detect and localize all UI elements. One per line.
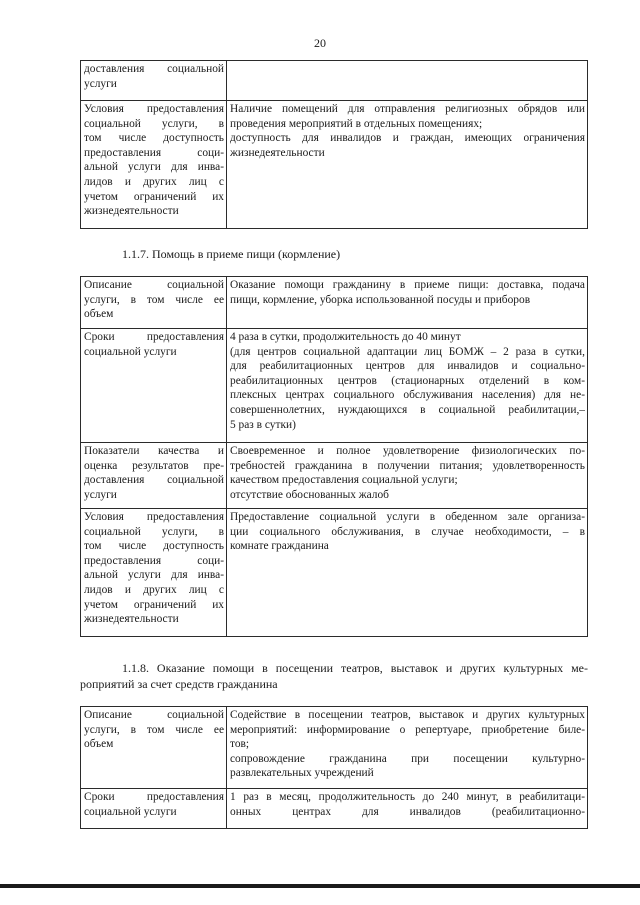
page-number: 20 <box>314 36 326 50</box>
row-label-cell: Условия предоставления социальной услуги, в том числе доступность предоставления соци- альной услуги для инва- лидов и других лиц с учетом ограничений их жизнедеятельности <box>81 101 227 229</box>
table-row <box>81 101 588 229</box>
row-text-cell: Своевременное и полное удовлетворение физиологических по- требностей гражданина в получении питания; удовлетворенность качеством предоставления социальной услуги; отсутствие обоснованных жалоб <box>227 443 588 509</box>
table-row <box>81 509 588 637</box>
services-table-1 <box>80 60 588 229</box>
table-row <box>81 329 588 443</box>
section-heading-1-1-8: 1.1.8. Оказание помощи в посещении театров, выставок и других культурных ме- роприятий за счет средств гражданина <box>80 661 588 691</box>
table-row <box>81 707 588 789</box>
row-label-cell: Описание социальной услуги, в том числе ее объем <box>81 707 227 789</box>
row-label-cell: Сроки предоставления социальной услуги <box>81 789 227 829</box>
row-text-cell: Предоставление социальной услуги в обеденном зале организа- ции социального обслуживания, в случае необходимости, – в комнате гражданина <box>227 509 588 637</box>
table-row <box>81 61 588 101</box>
row-text-cell: Содействие в посещении театров, выставок и других культурных мероприятий: информирование о репертуаре, приобретение билe- тов; сопровождение гражданина при посещении культурно- развлекательных учреждений <box>227 707 588 789</box>
row-label-cell: Показатели качества и оценка результатов пре- доставления социальной услуги <box>81 443 227 509</box>
services-table-3 <box>80 706 588 829</box>
row-text-cell: Оказание помощи гражданину в приеме пищи: доставка, подача пищи, кормление, уборка использованной посуды и приборов <box>227 277 588 329</box>
section-heading-1-1-7: 1.1.7. Помощь в приеме пищи (кормление) <box>122 247 341 261</box>
table-row <box>81 277 588 329</box>
row-text-cell <box>227 61 588 101</box>
row-label-cell: доставления социальной услуги <box>81 61 227 101</box>
services-table-2 <box>80 276 588 637</box>
row-text-cell: 4 раза в сутки, продолжительность до 40 минут (для центров социальной адаптации лиц БОМЖ – 2 раза в сутки, для реабилитационных центров для инвалидов и социально- реабилитационных центров (стационарных отделений в ком- плексных центрах социального обслуживания населения) для не- совершеннолетних, нуждающихся в социальной реабилитации,– 5 раз в сутки) <box>227 329 588 443</box>
row-label-cell: Условия предоставления социальной услуги, в том числе доступность предоставления соци- альной услуги для инва- лидов и других лиц с учетом ограничений их жизнедеятельности <box>81 509 227 637</box>
table-row <box>81 789 588 829</box>
scan-bottom-edge <box>0 884 640 888</box>
row-text-cell: 1 раз в месяц, продолжительность до 240 минут, в реабилитаци- онных центрах для инвалидов (реабилитационно- <box>227 789 588 829</box>
table-row <box>81 443 588 509</box>
row-text-cell: Наличие помещений для отправления религиозных обрядов или проведения мероприятий в отдельных помещениях; доступность для инвалидов и граждан, имеющих ограничения жизнедеятельности <box>227 101 588 229</box>
row-label-cell: Сроки предоставления социальной услуги <box>81 329 227 443</box>
row-label-cell: Описание социальной услуги, в том числе ее объем <box>81 277 227 329</box>
